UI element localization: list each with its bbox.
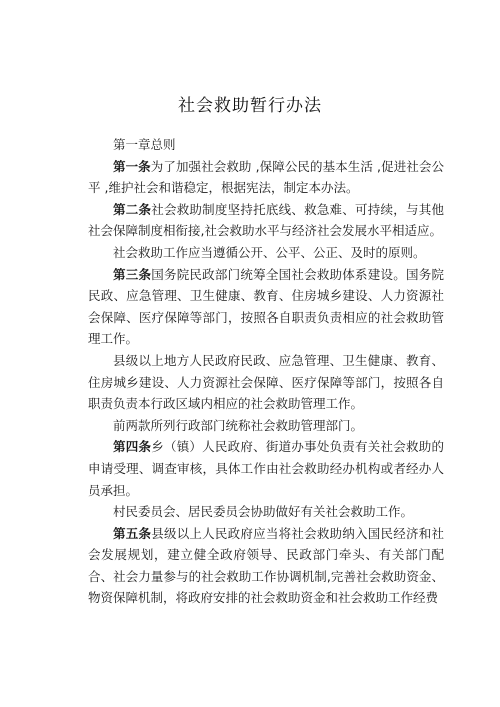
article-label: 第三条	[113, 266, 152, 282]
document-body	[88, 134, 444, 609]
paragraph-article-1	[88, 156, 444, 199]
paragraph-article-3-clause-3	[88, 415, 444, 437]
paragraph-text: 为了加强社会救助 ,保障公民的基本生活 ,促进社会公平 ,维护社会和谐稳定，根据宪法，制定本办法。	[88, 158, 444, 196]
paragraph-article-3	[88, 264, 444, 350]
paragraph-text: 县级以上地方人民政府民政、应急管理、卫生健康、教育、住房城乡建设、人力资源社会保障、医疗保障等部门，按照各自职责负责本行政区域内相应的社会救助管理工作。	[88, 352, 444, 412]
paragraph-article-4	[88, 436, 444, 501]
paragraph-text: 国务院民政部门统筹全国社会救助体系建设。国务院民政、应急管理、卫生健康、教育、住房城乡建设、人力资源社会保障、医疗保障等部门，按照各自职责负责相应的社会救助管理工作。	[88, 266, 444, 347]
paragraph-article-2-clause-2	[88, 242, 444, 264]
article-label: 第二条	[113, 201, 152, 217]
chapter-heading: 第一章总则	[113, 137, 176, 152]
article-label: 第五条	[113, 525, 152, 541]
article-label: 第一条	[113, 158, 151, 174]
article-label: 第四条	[113, 439, 152, 455]
paragraph-text: 社会救助工作应当遵循公开、公平、公正、及时的原则。	[113, 244, 426, 260]
paragraph-article-4-clause-2	[88, 501, 444, 523]
paragraph-text: 前两款所列行政部门统称社会救助管理部门。	[113, 417, 364, 433]
paragraph-article-3-clause-2	[88, 350, 444, 415]
paragraph-article-2	[88, 199, 444, 242]
paragraph-text: 乡（镇）人民政府、街道办事处负责有关社会救助的申请受理、调查审核，具体工作由社会救助经办机构或者经办人员承担。	[88, 439, 444, 498]
paragraph-article-5	[88, 523, 444, 609]
paragraph-text: 县级以上人民政府应当将社会救助纳入国民经济和社会发展规划，建立健全政府领导、民政部门牵头、有关部门配合、社会力量参与的社会救助工作协调机制,完善社会救助资金、物资保障机制，将政府安排的社会救助资金和社会救助工作经费	[88, 525, 444, 606]
paragraph-text: 村民委员会、居民委员会协助做好有关社会救助工作。	[113, 504, 414, 520]
paragraph-text: 社会救助制度坚持托底线、救急难、可持续，与其他社会保障制度相衔接,社会救助水平与经济社会发展水平相适应。	[88, 201, 444, 239]
document-title: 社会救助暂行办法	[178, 96, 322, 116]
